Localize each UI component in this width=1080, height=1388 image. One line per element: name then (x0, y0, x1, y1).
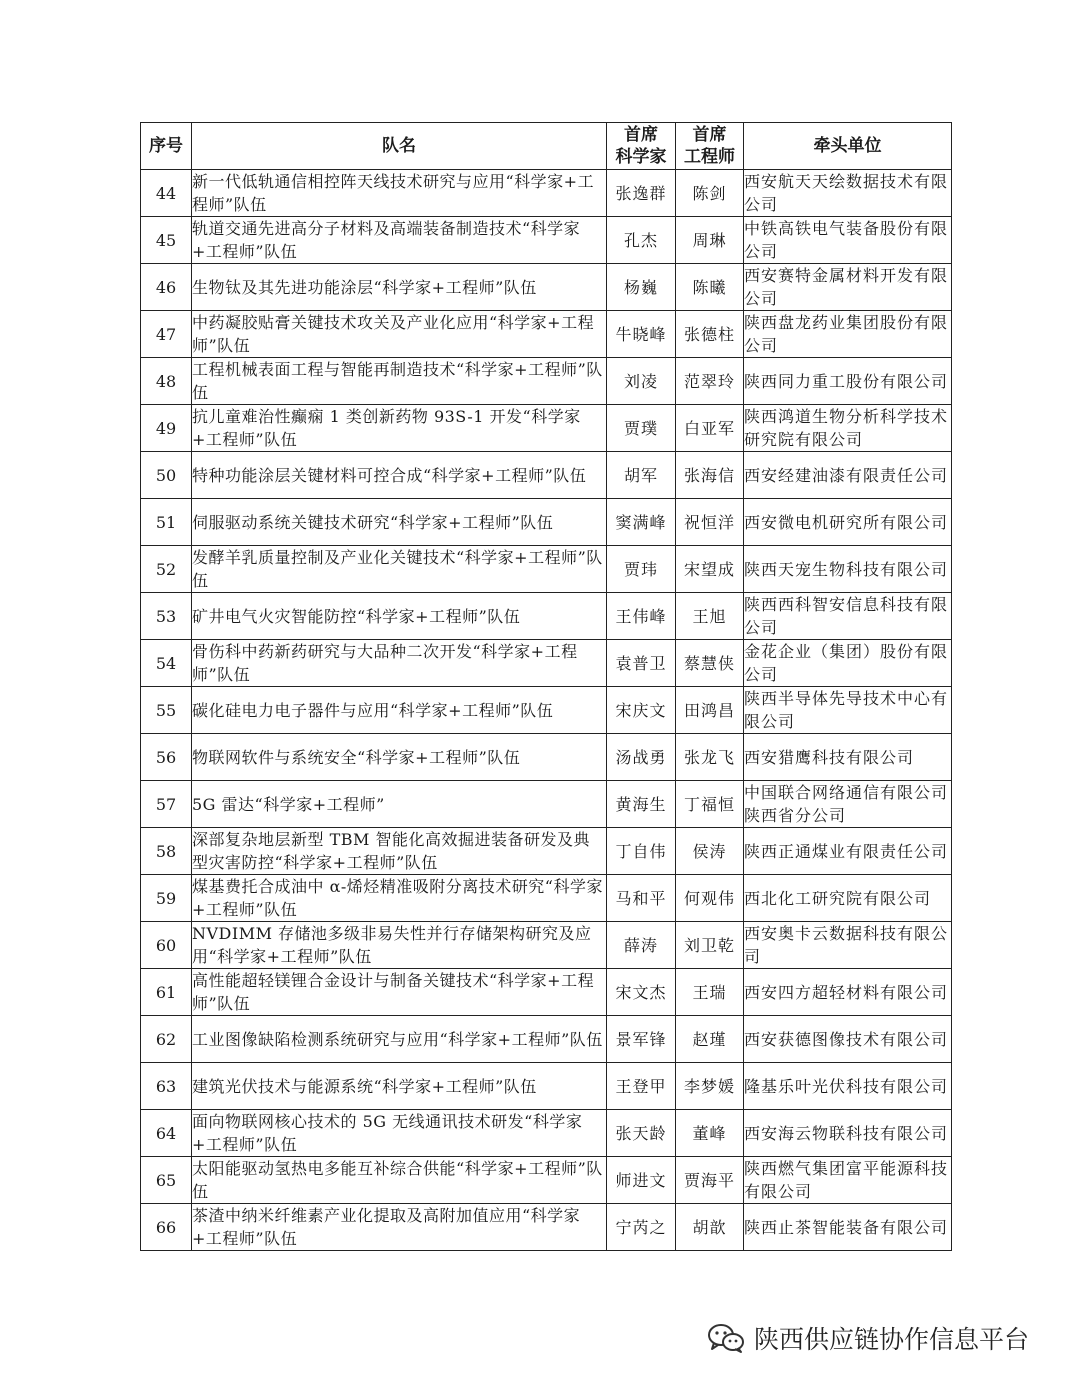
table-row (141, 452, 952, 499)
cell-chief-engineer: 范翠玲 (676, 358, 744, 405)
cell-team-name: 特种功能涂层关键材料可控合成“科学家+工程师”队伍 (192, 452, 607, 499)
cell-lead-unit: 西安微电机研究所有限公司 (744, 499, 952, 546)
cell-num: 57 (141, 781, 192, 828)
cell-team-name: 物联网软件与系统安全“科学家+工程师”队伍 (192, 734, 607, 781)
table-row (141, 593, 952, 640)
cell-chief-engineer: 王旭 (676, 593, 744, 640)
cell-team-name: 煤基费托合成油中 α-烯烃精准吸附分离技术研究“科学家+工程师”队伍 (192, 875, 607, 922)
cell-team-name: 5G 雷达“科学家+工程师” (192, 781, 607, 828)
table-row (141, 781, 952, 828)
cell-lead-unit: 中铁高铁电气装备股份有限公司 (744, 217, 952, 264)
cell-team-name: 伺服驱动系统关键技术研究“科学家+工程师”队伍 (192, 499, 607, 546)
header-chief-engineer (676, 123, 744, 170)
table-body (141, 170, 952, 1251)
cell-chief-scientist: 牛晓峰 (607, 311, 676, 358)
cell-team-name: 轨道交通先进高分子材料及高端装备制造技术“科学家+工程师”队伍 (192, 217, 607, 264)
cell-team-name: 深部复杂地层新型 TBM 智能化高效掘进装备研发及典型灾害防控“科学家+工程师”队伍 (192, 828, 607, 875)
cell-chief-scientist: 师进文 (607, 1157, 676, 1204)
cell-team-name: 发酵羊乳质量控制及产业化关键技术“科学家+工程师”队伍 (192, 546, 607, 593)
table-row (141, 687, 952, 734)
cell-lead-unit: 西安猎鹰科技有限公司 (744, 734, 952, 781)
cell-chief-engineer: 田鸿昌 (676, 687, 744, 734)
cell-num: 46 (141, 264, 192, 311)
cell-chief-scientist: 宋文杰 (607, 969, 676, 1016)
cell-num: 63 (141, 1063, 192, 1110)
cell-chief-scientist: 宁芮之 (607, 1204, 676, 1251)
cell-chief-scientist: 刘凌 (607, 358, 676, 405)
cell-lead-unit: 陕西西科智安信息科技有限公司 (744, 593, 952, 640)
cell-chief-engineer: 张海信 (676, 452, 744, 499)
table-row (141, 264, 952, 311)
cell-chief-scientist: 宋庆文 (607, 687, 676, 734)
cell-lead-unit: 陕西鸿道生物分析科学技术研究院有限公司 (744, 405, 952, 452)
cell-num: 53 (141, 593, 192, 640)
cell-num: 52 (141, 546, 192, 593)
cell-chief-scientist: 景军锋 (607, 1016, 676, 1063)
table-row (141, 546, 952, 593)
table-row (141, 405, 952, 452)
cell-lead-unit: 西安赛特金属材料开发有限公司 (744, 264, 952, 311)
cell-lead-unit: 西北化工研究院有限公司 (744, 875, 952, 922)
table-header-row (141, 123, 952, 170)
cell-lead-unit: 西安航天天绘数据技术有限公司 (744, 170, 952, 217)
cell-chief-scientist: 王伟峰 (607, 593, 676, 640)
cell-team-name: NVDIMM 存储池多级非易失性并行存储架构研究及应用“科学家+工程师”队伍 (192, 922, 607, 969)
cell-num: 64 (141, 1110, 192, 1157)
table-row (141, 311, 952, 358)
header-scientist-line1: 首席 (624, 125, 658, 145)
table-row (141, 499, 952, 546)
table-row (141, 1157, 952, 1204)
cell-num: 55 (141, 687, 192, 734)
cell-team-name: 中药凝胶贴膏关键技术攻关及产业化应用“科学家+工程师”队伍 (192, 311, 607, 358)
cell-chief-engineer: 侯涛 (676, 828, 744, 875)
cell-chief-engineer: 何观伟 (676, 875, 744, 922)
cell-lead-unit: 陕西燃气集团富平能源科技有限公司 (744, 1157, 952, 1204)
table-row (141, 1016, 952, 1063)
cell-chief-scientist: 袁普卫 (607, 640, 676, 687)
cell-team-name: 建筑光伏技术与能源系统“科学家+工程师”队伍 (192, 1063, 607, 1110)
cell-chief-engineer: 张龙飞 (676, 734, 744, 781)
table-row (141, 969, 952, 1016)
cell-team-name: 工业图像缺陷检测系统研究与应用“科学家+工程师”队伍 (192, 1016, 607, 1063)
cell-chief-engineer: 赵瑾 (676, 1016, 744, 1063)
cell-lead-unit: 陕西止茶智能装备有限公司 (744, 1204, 952, 1251)
header-chief-scientist (607, 123, 676, 170)
cell-num: 65 (141, 1157, 192, 1204)
header-num: 序号 (141, 123, 192, 170)
cell-chief-scientist: 张天龄 (607, 1110, 676, 1157)
cell-num: 50 (141, 452, 192, 499)
cell-lead-unit: 西安四方超轻材料有限公司 (744, 969, 952, 1016)
table-row (141, 828, 952, 875)
header-engineer-line1: 首席 (692, 125, 727, 145)
table-row (141, 875, 952, 922)
cell-chief-scientist: 张逸群 (607, 170, 676, 217)
cell-chief-scientist: 贾玮 (607, 546, 676, 593)
cell-lead-unit: 金花企业（集团）股份有限公司 (744, 640, 952, 687)
cell-num: 48 (141, 358, 192, 405)
table-row (141, 358, 952, 405)
cell-chief-engineer: 丁福恒 (676, 781, 744, 828)
cell-num: 58 (141, 828, 192, 875)
header-engineer-line2: 工程师 (684, 147, 735, 167)
cell-chief-scientist: 马和平 (607, 875, 676, 922)
cell-chief-scientist: 汤战勇 (607, 734, 676, 781)
cell-chief-scientist: 贾璞 (607, 405, 676, 452)
cell-chief-engineer: 贾海平 (676, 1157, 744, 1204)
cell-num: 62 (141, 1016, 192, 1063)
cell-lead-unit: 西安奥卡云数据科技有限公司 (744, 922, 952, 969)
cell-team-name: 新一代低轨通信相控阵天线技术研究与应用“科学家+工程师”队伍 (192, 170, 607, 217)
cell-num: 44 (141, 170, 192, 217)
cell-chief-scientist: 杨巍 (607, 264, 676, 311)
cell-team-name: 太阳能驱动氢热电多能互补综合供能“科学家+工程师”队伍 (192, 1157, 607, 1204)
cell-chief-scientist: 薛涛 (607, 922, 676, 969)
table-row (141, 170, 952, 217)
cell-chief-engineer: 董峰 (676, 1110, 744, 1157)
cell-team-name: 面向物联网核心技术的 5G 无线通讯技术研发“科学家+工程师”队伍 (192, 1110, 607, 1157)
cell-chief-scientist: 胡军 (607, 452, 676, 499)
cell-chief-scientist: 窦满峰 (607, 499, 676, 546)
cell-lead-unit: 陕西正通煤业有限责任公司 (744, 828, 952, 875)
table-row (141, 1110, 952, 1157)
cell-lead-unit: 西安获德图像技术有限公司 (744, 1016, 952, 1063)
cell-chief-engineer: 祝恒洋 (676, 499, 744, 546)
cell-lead-unit: 西安经建油漆有限责任公司 (744, 452, 952, 499)
cell-num: 54 (141, 640, 192, 687)
cell-team-name: 骨伤科中药新药研究与大品种二次开发“科学家+工程师”队伍 (192, 640, 607, 687)
cell-num: 45 (141, 217, 192, 264)
cell-team-name: 生物钛及其先进功能涂层“科学家+工程师”队伍 (192, 264, 607, 311)
cell-chief-engineer: 王瑞 (676, 969, 744, 1016)
cell-num: 61 (141, 969, 192, 1016)
wechat-icon (706, 1322, 746, 1354)
cell-lead-unit: 陕西盘龙药业集团股份有限公司 (744, 311, 952, 358)
cell-chief-scientist: 王登甲 (607, 1063, 676, 1110)
table-row (141, 217, 952, 264)
cell-lead-unit: 隆基乐叶光伏科技有限公司 (744, 1063, 952, 1110)
cell-num: 56 (141, 734, 192, 781)
table-row (141, 1204, 952, 1251)
cell-chief-engineer: 陈剑 (676, 170, 744, 217)
table-row (141, 734, 952, 781)
cell-num: 66 (141, 1204, 192, 1251)
cell-num: 47 (141, 311, 192, 358)
cell-chief-engineer: 胡歆 (676, 1204, 744, 1251)
cell-chief-engineer: 蔡慧侠 (676, 640, 744, 687)
cell-lead-unit: 陕西半导体先导技术中心有限公司 (744, 687, 952, 734)
cell-chief-engineer: 刘卫乾 (676, 922, 744, 969)
cell-chief-engineer: 白亚军 (676, 405, 744, 452)
cell-num: 60 (141, 922, 192, 969)
watermark (706, 1318, 1029, 1358)
cell-chief-engineer: 张德柱 (676, 311, 744, 358)
cell-team-name: 茶渣中纳米纤维素产业化提取及高附加值应用“科学家+工程师”队伍 (192, 1204, 607, 1251)
cell-chief-scientist: 丁自伟 (607, 828, 676, 875)
header-scientist-line2: 科学家 (615, 147, 667, 167)
cell-num: 51 (141, 499, 192, 546)
cell-lead-unit: 陕西天宠生物科技有限公司 (744, 546, 952, 593)
table-row (141, 922, 952, 969)
cell-chief-engineer: 宋望成 (676, 546, 744, 593)
cell-lead-unit: 西安海云物联科技有限公司 (744, 1110, 952, 1157)
cell-team-name: 碳化硅电力电子器件与应用“科学家+工程师”队伍 (192, 687, 607, 734)
cell-team-name: 抗儿童难治性癫痫 1 类创新药物 93S-1 开发“科学家+工程师”队伍 (192, 405, 607, 452)
cell-lead-unit: 中国联合网络通信有限公司陕西省分公司 (744, 781, 952, 828)
cell-chief-engineer: 李梦媛 (676, 1063, 744, 1110)
cell-chief-scientist: 黄海生 (607, 781, 676, 828)
cell-chief-engineer: 周琳 (676, 217, 744, 264)
cell-lead-unit: 陕西同力重工股份有限公司 (744, 358, 952, 405)
cell-chief-scientist: 孔杰 (607, 217, 676, 264)
table-row (141, 1063, 952, 1110)
header-lead-unit: 牵头单位 (744, 123, 952, 170)
header-team-name: 队名 (192, 123, 607, 170)
cell-team-name: 矿井电气火灾智能防控“科学家+工程师”队伍 (192, 593, 607, 640)
cell-num: 59 (141, 875, 192, 922)
cell-team-name: 高性能超轻镁锂合金设计与制备关键技术“科学家+工程师”队伍 (192, 969, 607, 1016)
watermark-text: 陕西供应链协作信息平台 (754, 1325, 1030, 1354)
team-roster-table (140, 122, 952, 1251)
cell-team-name: 工程机械表面工程与智能再制造技术“科学家+工程师”队伍 (192, 358, 607, 405)
cell-num: 49 (141, 405, 192, 452)
table-row (141, 640, 952, 687)
cell-chief-engineer: 陈曦 (676, 264, 744, 311)
